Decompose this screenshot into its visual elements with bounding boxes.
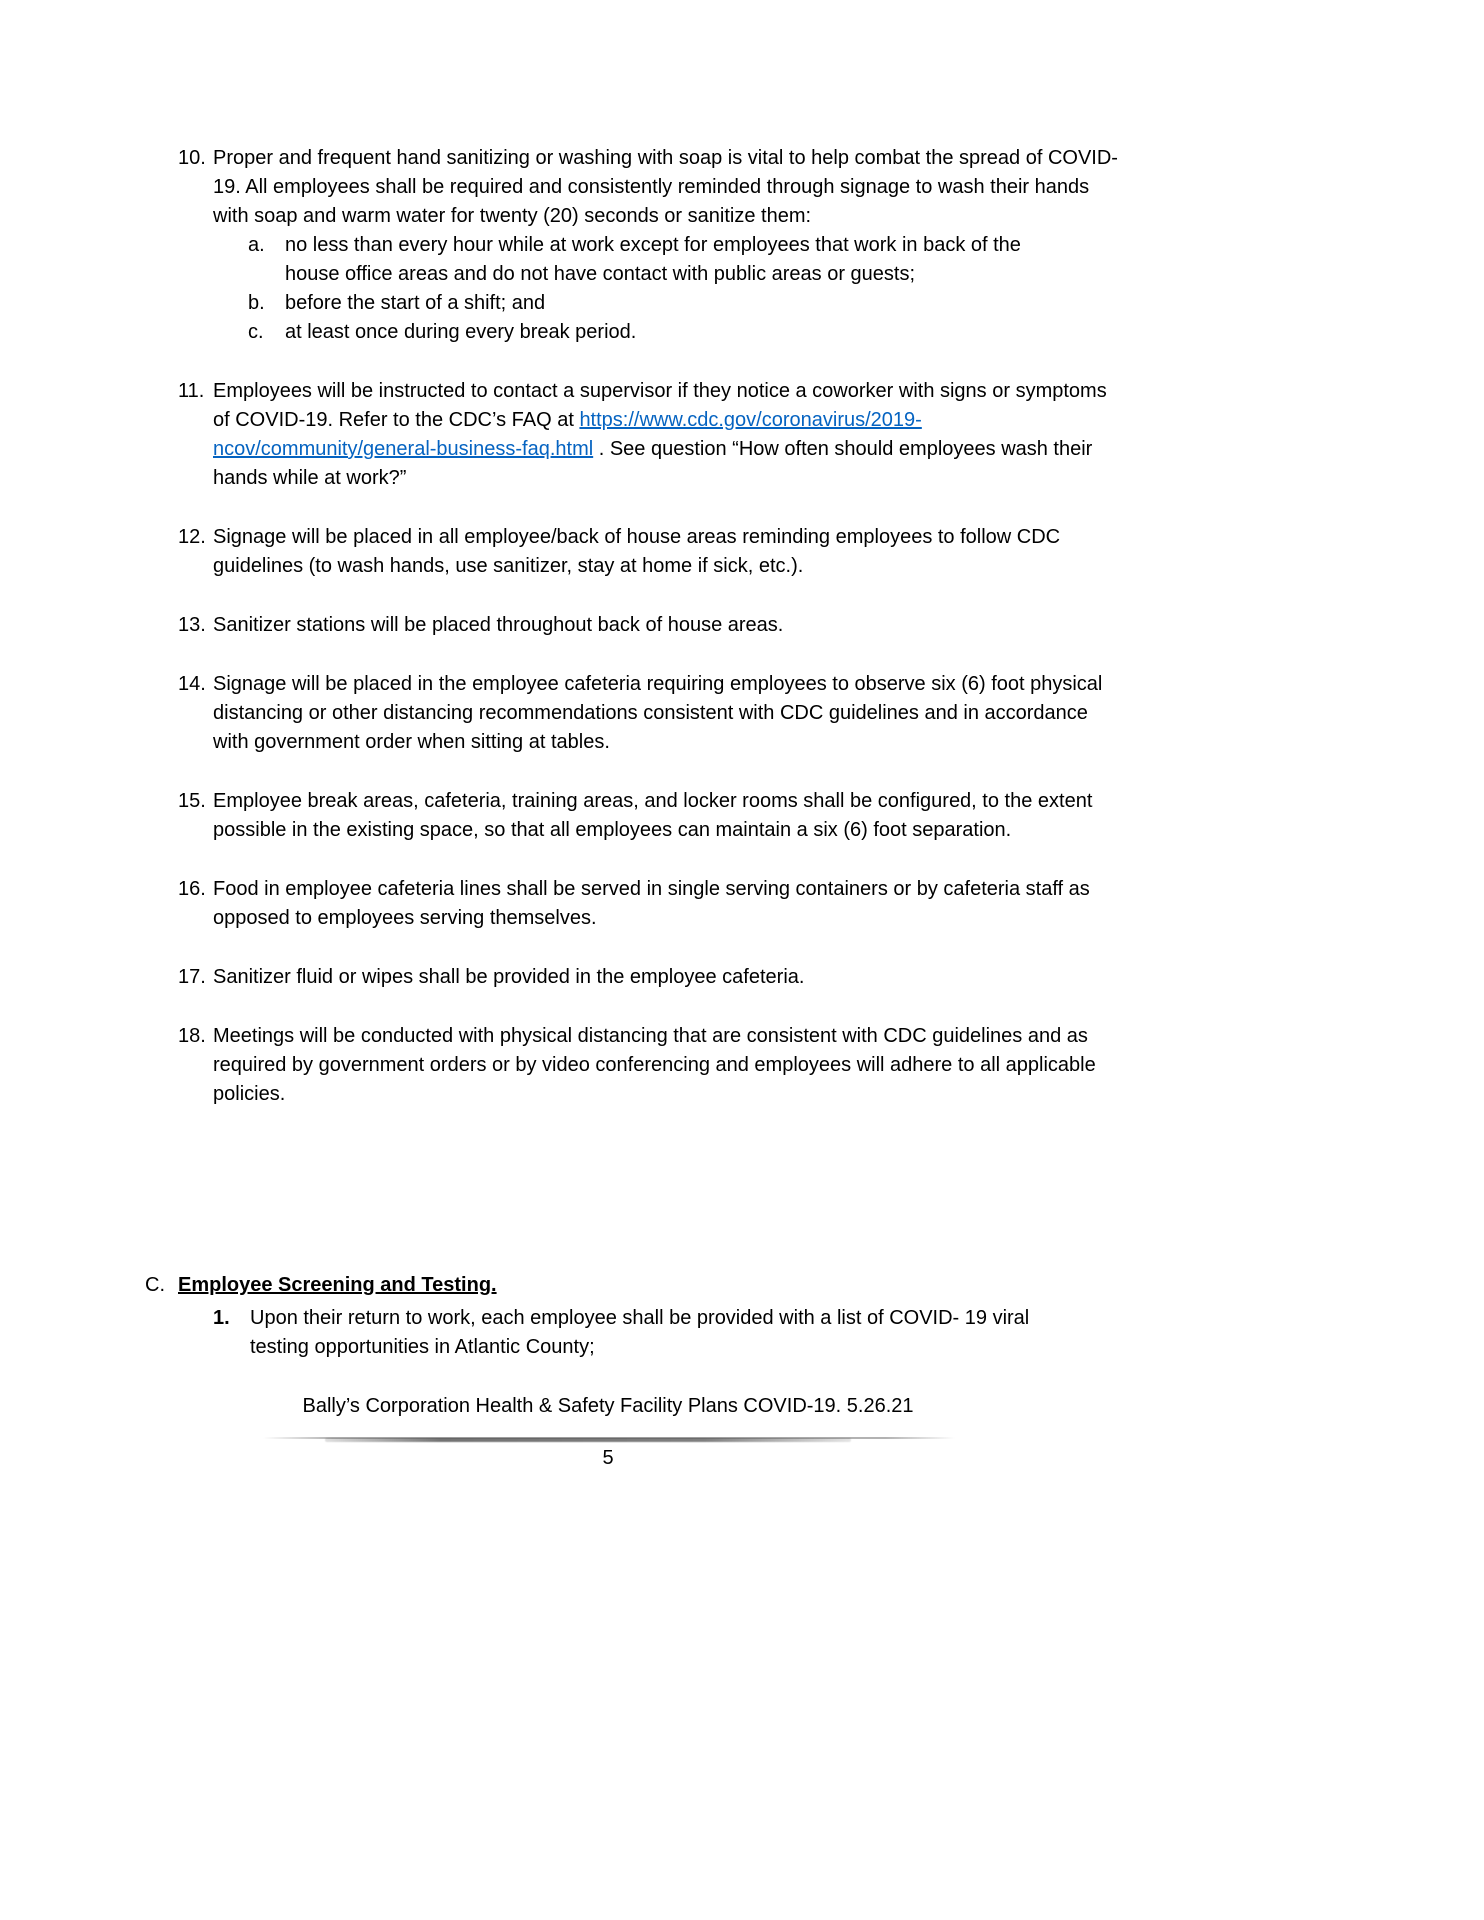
item-text bbox=[213, 670, 1118, 757]
list-item bbox=[178, 144, 1138, 347]
item-number: 10. bbox=[178, 147, 206, 169]
subitem-list bbox=[213, 231, 1118, 347]
item-text bbox=[213, 963, 1118, 992]
item-number: 16. bbox=[178, 878, 206, 900]
item-text bbox=[213, 875, 1118, 933]
item-text bbox=[213, 523, 1118, 581]
item-text bbox=[213, 377, 1118, 493]
text-run: Meetings will be conducted with physical distancing that are consistent with CDC guidelines and as required by government orders or by video conferencing and employees will adhere to all applicable policies. bbox=[213, 1025, 1096, 1105]
item-paragraph bbox=[213, 614, 783, 636]
list-item bbox=[178, 611, 1138, 640]
item-paragraph bbox=[213, 878, 1090, 929]
item-text bbox=[213, 611, 1118, 640]
subitem-letter: c. bbox=[248, 321, 264, 343]
text-run: Food in employee cafeteria lines shall be served in single serving containers or by cafeteria staff as opposed to employees serving themselves. bbox=[213, 878, 1090, 929]
item-text bbox=[213, 1022, 1118, 1109]
numbered-list bbox=[178, 144, 1138, 1109]
item-number: 17. bbox=[178, 966, 206, 988]
section-item-number: 1. bbox=[213, 1307, 230, 1329]
item-number: 15. bbox=[178, 790, 206, 812]
list-item bbox=[178, 875, 1138, 933]
item-number: 14. bbox=[178, 673, 206, 695]
text-run: Employee break areas, cafeteria, training areas, and locker rooms shall be configured, to the extent possible in the existing space, so that all employees can maintain a six (6) foot separation. bbox=[213, 790, 1093, 841]
footer-divider bbox=[263, 1436, 955, 1443]
list-subitem bbox=[213, 318, 1118, 347]
item-paragraph bbox=[213, 526, 1060, 577]
cdc-faq-link[interactable]: https://www.cdc.gov/coronavirus/2019-ncov/community/general-business-faq.html bbox=[213, 409, 922, 460]
text-run: Sanitizer stations will be placed throughout back of house areas. bbox=[213, 614, 784, 636]
subitem-text: before the start of a shift; and bbox=[285, 292, 546, 314]
section-list-item bbox=[145, 1304, 1135, 1362]
subitem-text: at least once during every break period. bbox=[285, 321, 637, 343]
text-run: Signage will be placed in all employee/back of house areas reminding employees to follow CDC guidelines (to wash hands, use sanitizer, stay at home if sick, etc.). bbox=[213, 526, 1061, 577]
section-letter: C. bbox=[145, 1274, 165, 1296]
list-item bbox=[178, 963, 1138, 992]
page-number: 5 bbox=[602, 1447, 614, 1469]
text-run: Employees will be instructed to contact a supervisor if they notice a coworker with signs or symptoms of COVID-19. Refer to the CDC’s FAQ at bbox=[213, 380, 1107, 431]
item-paragraph bbox=[213, 1025, 1096, 1105]
item-paragraph bbox=[213, 147, 1118, 227]
list-item bbox=[178, 787, 1138, 845]
section-items bbox=[145, 1304, 1135, 1362]
list-subitem bbox=[213, 289, 1118, 318]
subitem-letter: a. bbox=[248, 234, 265, 256]
item-paragraph bbox=[213, 966, 804, 988]
list-item bbox=[178, 670, 1138, 757]
item-paragraph bbox=[213, 790, 1092, 841]
item-number: 11. bbox=[178, 380, 205, 402]
subitem-letter: b. bbox=[248, 292, 265, 314]
item-number: 12. bbox=[178, 526, 206, 548]
item-paragraph bbox=[213, 380, 1107, 489]
item-text bbox=[213, 144, 1118, 347]
section-heading bbox=[145, 1271, 1135, 1300]
section-title: Employee Screening and Testing. bbox=[178, 1274, 497, 1296]
list-item bbox=[178, 377, 1138, 493]
list-subitem bbox=[213, 231, 1118, 289]
text-run: Sanitizer fluid or wipes shall be provided in the employee cafeteria. bbox=[213, 966, 805, 988]
section-c bbox=[145, 1271, 1135, 1362]
subitem-text: no less than every hour while at work except for employees that work in back of the house office areas and do not have contact with public areas or guests; bbox=[285, 234, 1021, 285]
text-run: . See question “How often should employees wash their hands while at work?” bbox=[213, 438, 1093, 489]
item-text bbox=[213, 787, 1118, 845]
item-number: 13. bbox=[178, 614, 206, 636]
section-item-text: Upon their return to work, each employee shall be provided with a list of COVID- 19 viral testing opportunities in Atlantic County; bbox=[250, 1307, 1030, 1358]
item-paragraph bbox=[213, 673, 1102, 753]
text-run: Signage will be placed in the employee cafeteria requiring employees to observe six (6) foot physical distancing or other distancing recommendations consistent with CDC guidelines and in accordance with government order when sitting at tables. bbox=[213, 673, 1103, 753]
item-number: 18. bbox=[178, 1025, 206, 1047]
list-item bbox=[178, 1022, 1138, 1109]
text-run: Proper and frequent hand sanitizing or washing with soap is vital to help combat the spread of COVID-19. All employees shall be required and consistently reminded through signage to wash their hands with soap and warm water for twenty (20) seconds or sanitize them: bbox=[213, 147, 1118, 227]
list-item bbox=[178, 523, 1138, 581]
footer-text: Bally’s Corporation Health & Safety Facility Plans COVID-19. 5.26.21 bbox=[302, 1395, 914, 1417]
